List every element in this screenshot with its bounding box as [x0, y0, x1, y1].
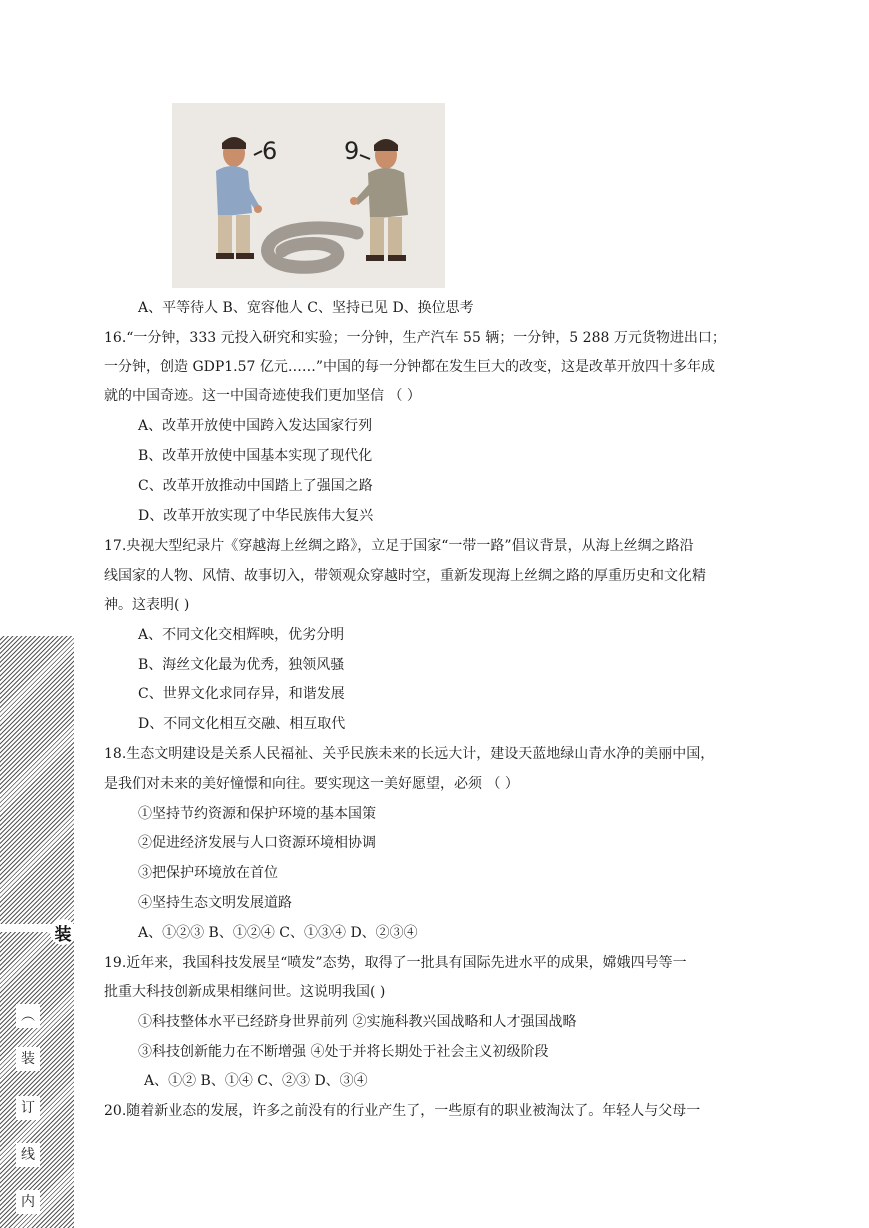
floor-number-shape	[268, 228, 357, 267]
q16-stem-line3: 就的中国奇迹。这一中国奇迹使我们更加坚信 （ ）	[104, 388, 421, 404]
q18-stem-line1: 18.生态文明建设是关系人民福祉、关乎民族未来的长远大计，建设天蓝地绿山青水净的美丽中国，	[104, 746, 715, 762]
floor-number-text: 6	[292, 260, 294, 262]
binding-char-ding: 订	[16, 1096, 40, 1120]
q18-item-2: ②促进经济发展与人口资源环境相协调	[138, 835, 376, 851]
q16-option-b: B、改革开放使中国基本实现了现代化	[138, 448, 373, 464]
right-speech-number: 9	[344, 137, 360, 165]
binding-char-nei: 内	[16, 1190, 40, 1214]
q18-item-1: ①坚持节约资源和保护环境的基本国策	[138, 806, 376, 822]
binding-char-xian: 线	[16, 1143, 40, 1167]
binding-char-zhuang: 装	[16, 1047, 40, 1071]
q17-stem-line3: 神。这表明( )	[104, 597, 190, 613]
q18-stem-line2: 是我们对未来的美好憧憬和向往。要实现这一美好愿望，必须 （ ）	[104, 776, 519, 792]
right-speech-mark	[360, 155, 370, 159]
q16-stem-line2: 一分钟，创造 GDP1.57 亿元……”中国的每一分钟都在发生巨大的改变，这是改革开放四十多年成	[104, 359, 716, 375]
q19-items-row2: ③科技创新能力在不断增强 ④处于并将长期处于社会主义初级阶段	[138, 1044, 549, 1060]
q17-option-a: A、不同文化交相辉映，优劣分明	[138, 627, 345, 643]
q18-item-3: ③把保护环境放在首位	[138, 865, 278, 881]
q17-option-b: B、海丝文化最为优秀，独领风骚	[138, 657, 345, 673]
q19-items-row1: ①科技整体水平已经跻身世界前列 ②实施科教兴国战略和人才强国战略	[138, 1014, 577, 1030]
q19-options: A、①② B、①④ C、②③ D、③④	[144, 1073, 368, 1089]
q16-option-a: A、改革开放使中国跨入发达国家行列	[138, 418, 373, 434]
q16-stem-line1: 16.“一分钟，333 元投入研究和实验；一分钟，生产汽车 55 辆；一分钟，5 288 万元货物进出口；	[104, 330, 726, 346]
q17-option-c: C、世界文化求同存异，和谐发展	[138, 686, 345, 702]
q17-stem-line1: 17.央视大型纪录片《穿越海上丝绸之路》，立足于国家“一带一路”倡议背景，从海上丝绸之路沿	[104, 538, 694, 554]
q18-item-4: ④坚持生态文明发展道路	[138, 895, 292, 911]
q17-option-d: D、不同文化相互交融、相互取代	[138, 716, 346, 732]
left-speech-number: 6	[262, 137, 278, 165]
left-speech-mark	[254, 151, 262, 155]
q15-options: A、平等待人 B、宽容他人 C、坚持已见 D、换位思考	[138, 300, 474, 316]
two-men-arguing-6-or-9-picture	[172, 103, 445, 288]
q16-option-d: D、改革开放实现了中华民族伟大复兴	[138, 508, 374, 524]
q19-stem-line2: 批重大科技创新成果相继问世。这说明我国( )	[104, 984, 386, 1000]
q19-stem-line1: 19.近年来，我国科技发展呈“喷发”态势，取得了一批具有国际先进水平的成果，嫦娥四号等一	[104, 955, 687, 971]
q16-option-c: C、改革开放推动中国踏上了强国之路	[138, 478, 373, 494]
q18-options: A、①②③ B、①②④ C、①③④ D、②③④	[138, 925, 418, 941]
q20-stem-line1: 20.随着新业态的发展，许多之前没有的行业产生了，一些原有的职业被淘汰了。年轻人与父母一	[104, 1103, 701, 1119]
binding-char-paren: ︵	[16, 1004, 40, 1028]
binding-seal-char: 装	[50, 919, 76, 945]
q17-stem-line2: 线国家的人物、风情、故事切入，带领观众穿越时空，重新发现海上丝绸之路的厚重历史和文化精	[104, 568, 706, 584]
question-15-illustration	[172, 103, 445, 288]
